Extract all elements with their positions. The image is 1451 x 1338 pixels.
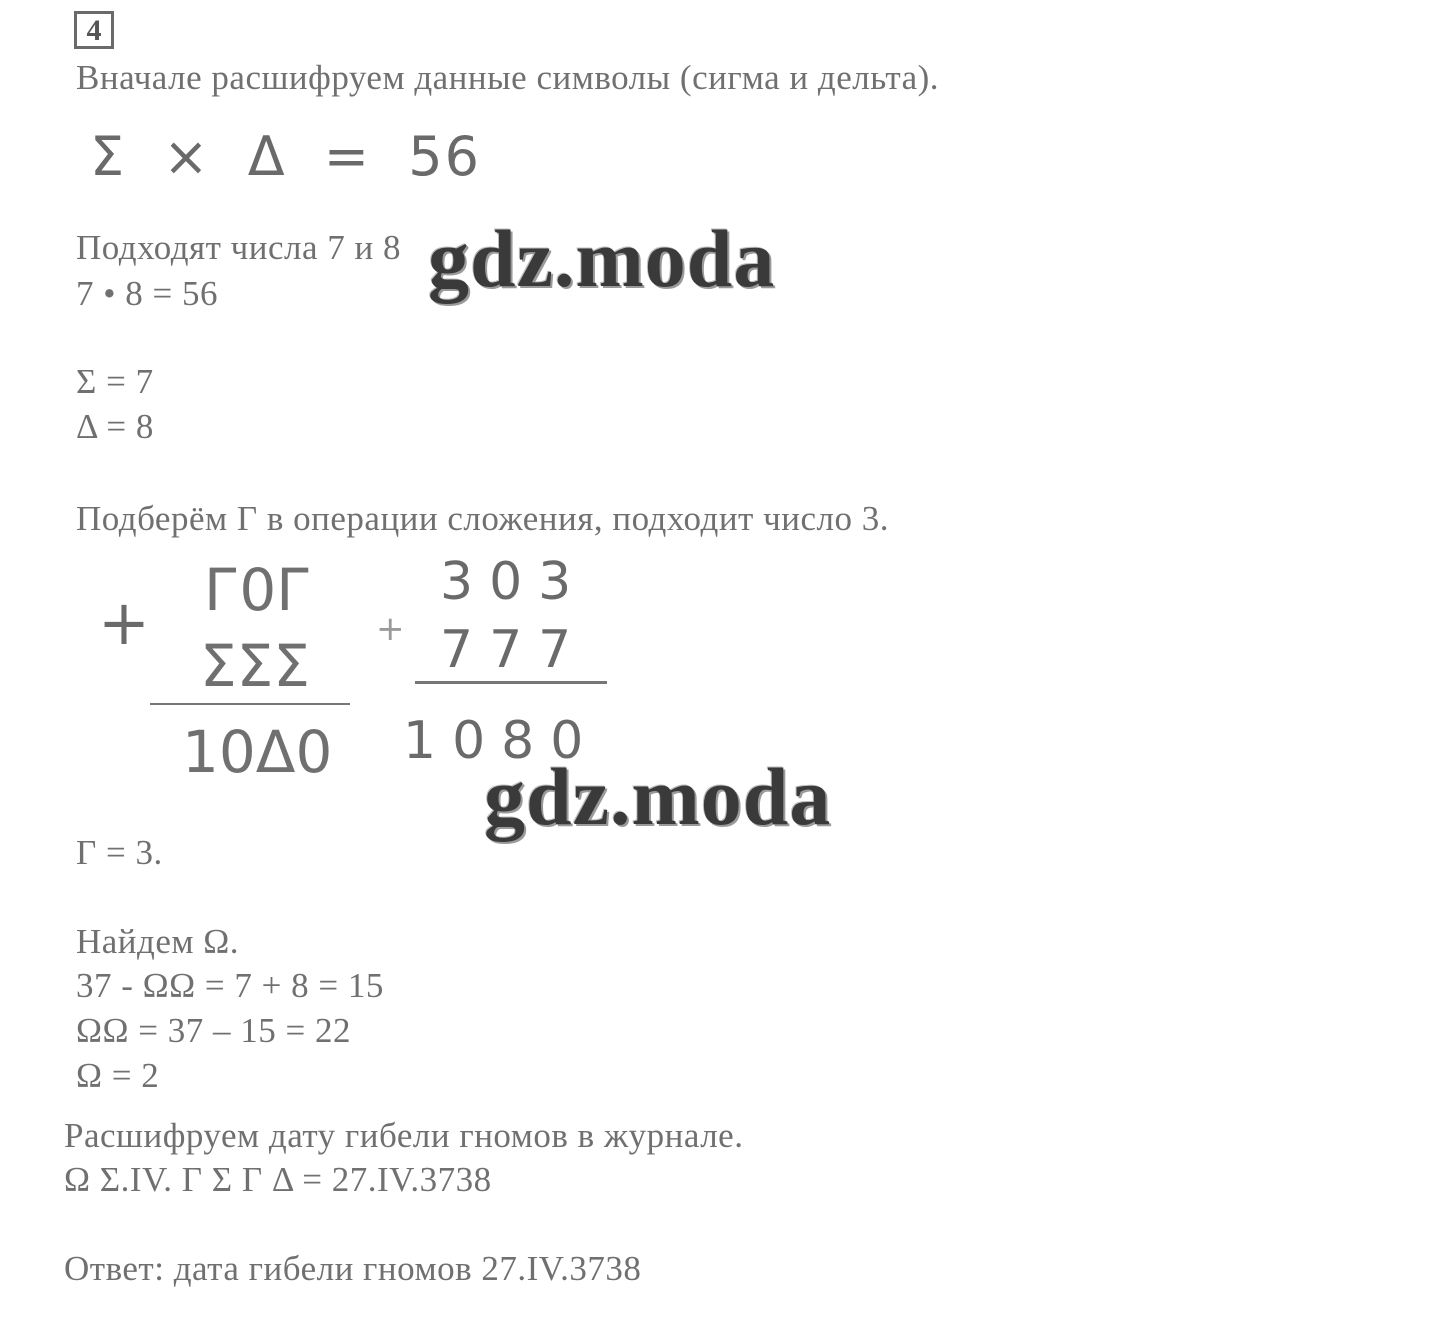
formula-sigma-delta: Σ × Δ = 56 xyxy=(90,125,481,188)
delta-value: Δ = 8 xyxy=(76,407,154,446)
numeric-row-2: 777 xyxy=(440,620,588,680)
decode-text: Расшифруем дату гибели гномов в журнале. xyxy=(64,1116,744,1155)
numeric-row-1: 303 xyxy=(440,552,588,612)
numeric-sum-line xyxy=(415,681,607,684)
watermark-top: gdz.moda xyxy=(428,213,776,304)
answer-text: Ответ: дата гибели гномов 27.IV.3738 xyxy=(64,1249,642,1288)
intro-text: Вначале расшифруем данные символы (сигма и дельта). xyxy=(76,58,940,97)
watermark-bottom: gdz.moda xyxy=(484,751,832,842)
numeric-plus-sign: + xyxy=(376,609,405,649)
omega-equation-2: ΩΩ = 37 – 15 = 22 xyxy=(76,1011,351,1050)
task-number-badge: 4 xyxy=(74,11,114,49)
g-result-text: Г = 3. xyxy=(76,833,163,872)
symbolic-row-2: ΣΣΣ xyxy=(200,632,310,700)
symbolic-sum-line xyxy=(150,703,350,705)
product-text: 7 • 8 = 56 xyxy=(76,274,218,313)
fit-text: Подходят числа 7 и 8 xyxy=(76,228,402,267)
choose-g-text: Подберём Г в операции сложения, подходит число 3. xyxy=(76,499,889,538)
numeric-result: 1080 xyxy=(403,711,600,771)
symbolic-plus-sign: + xyxy=(98,586,150,659)
omega-value: Ω = 2 xyxy=(76,1056,160,1095)
symbolic-result: 10Δ0 xyxy=(182,718,333,786)
decode-equation: Ω Σ.IV. Г Σ Г Δ = 27.IV.3738 xyxy=(64,1160,492,1199)
omega-equation-1: 37 - ΩΩ = 7 + 8 = 15 xyxy=(76,966,384,1005)
sigma-value: Σ = 7 xyxy=(76,362,154,401)
find-omega-text: Найдем Ω. xyxy=(76,922,240,961)
symbolic-row-1: Г0Г xyxy=(204,556,312,624)
